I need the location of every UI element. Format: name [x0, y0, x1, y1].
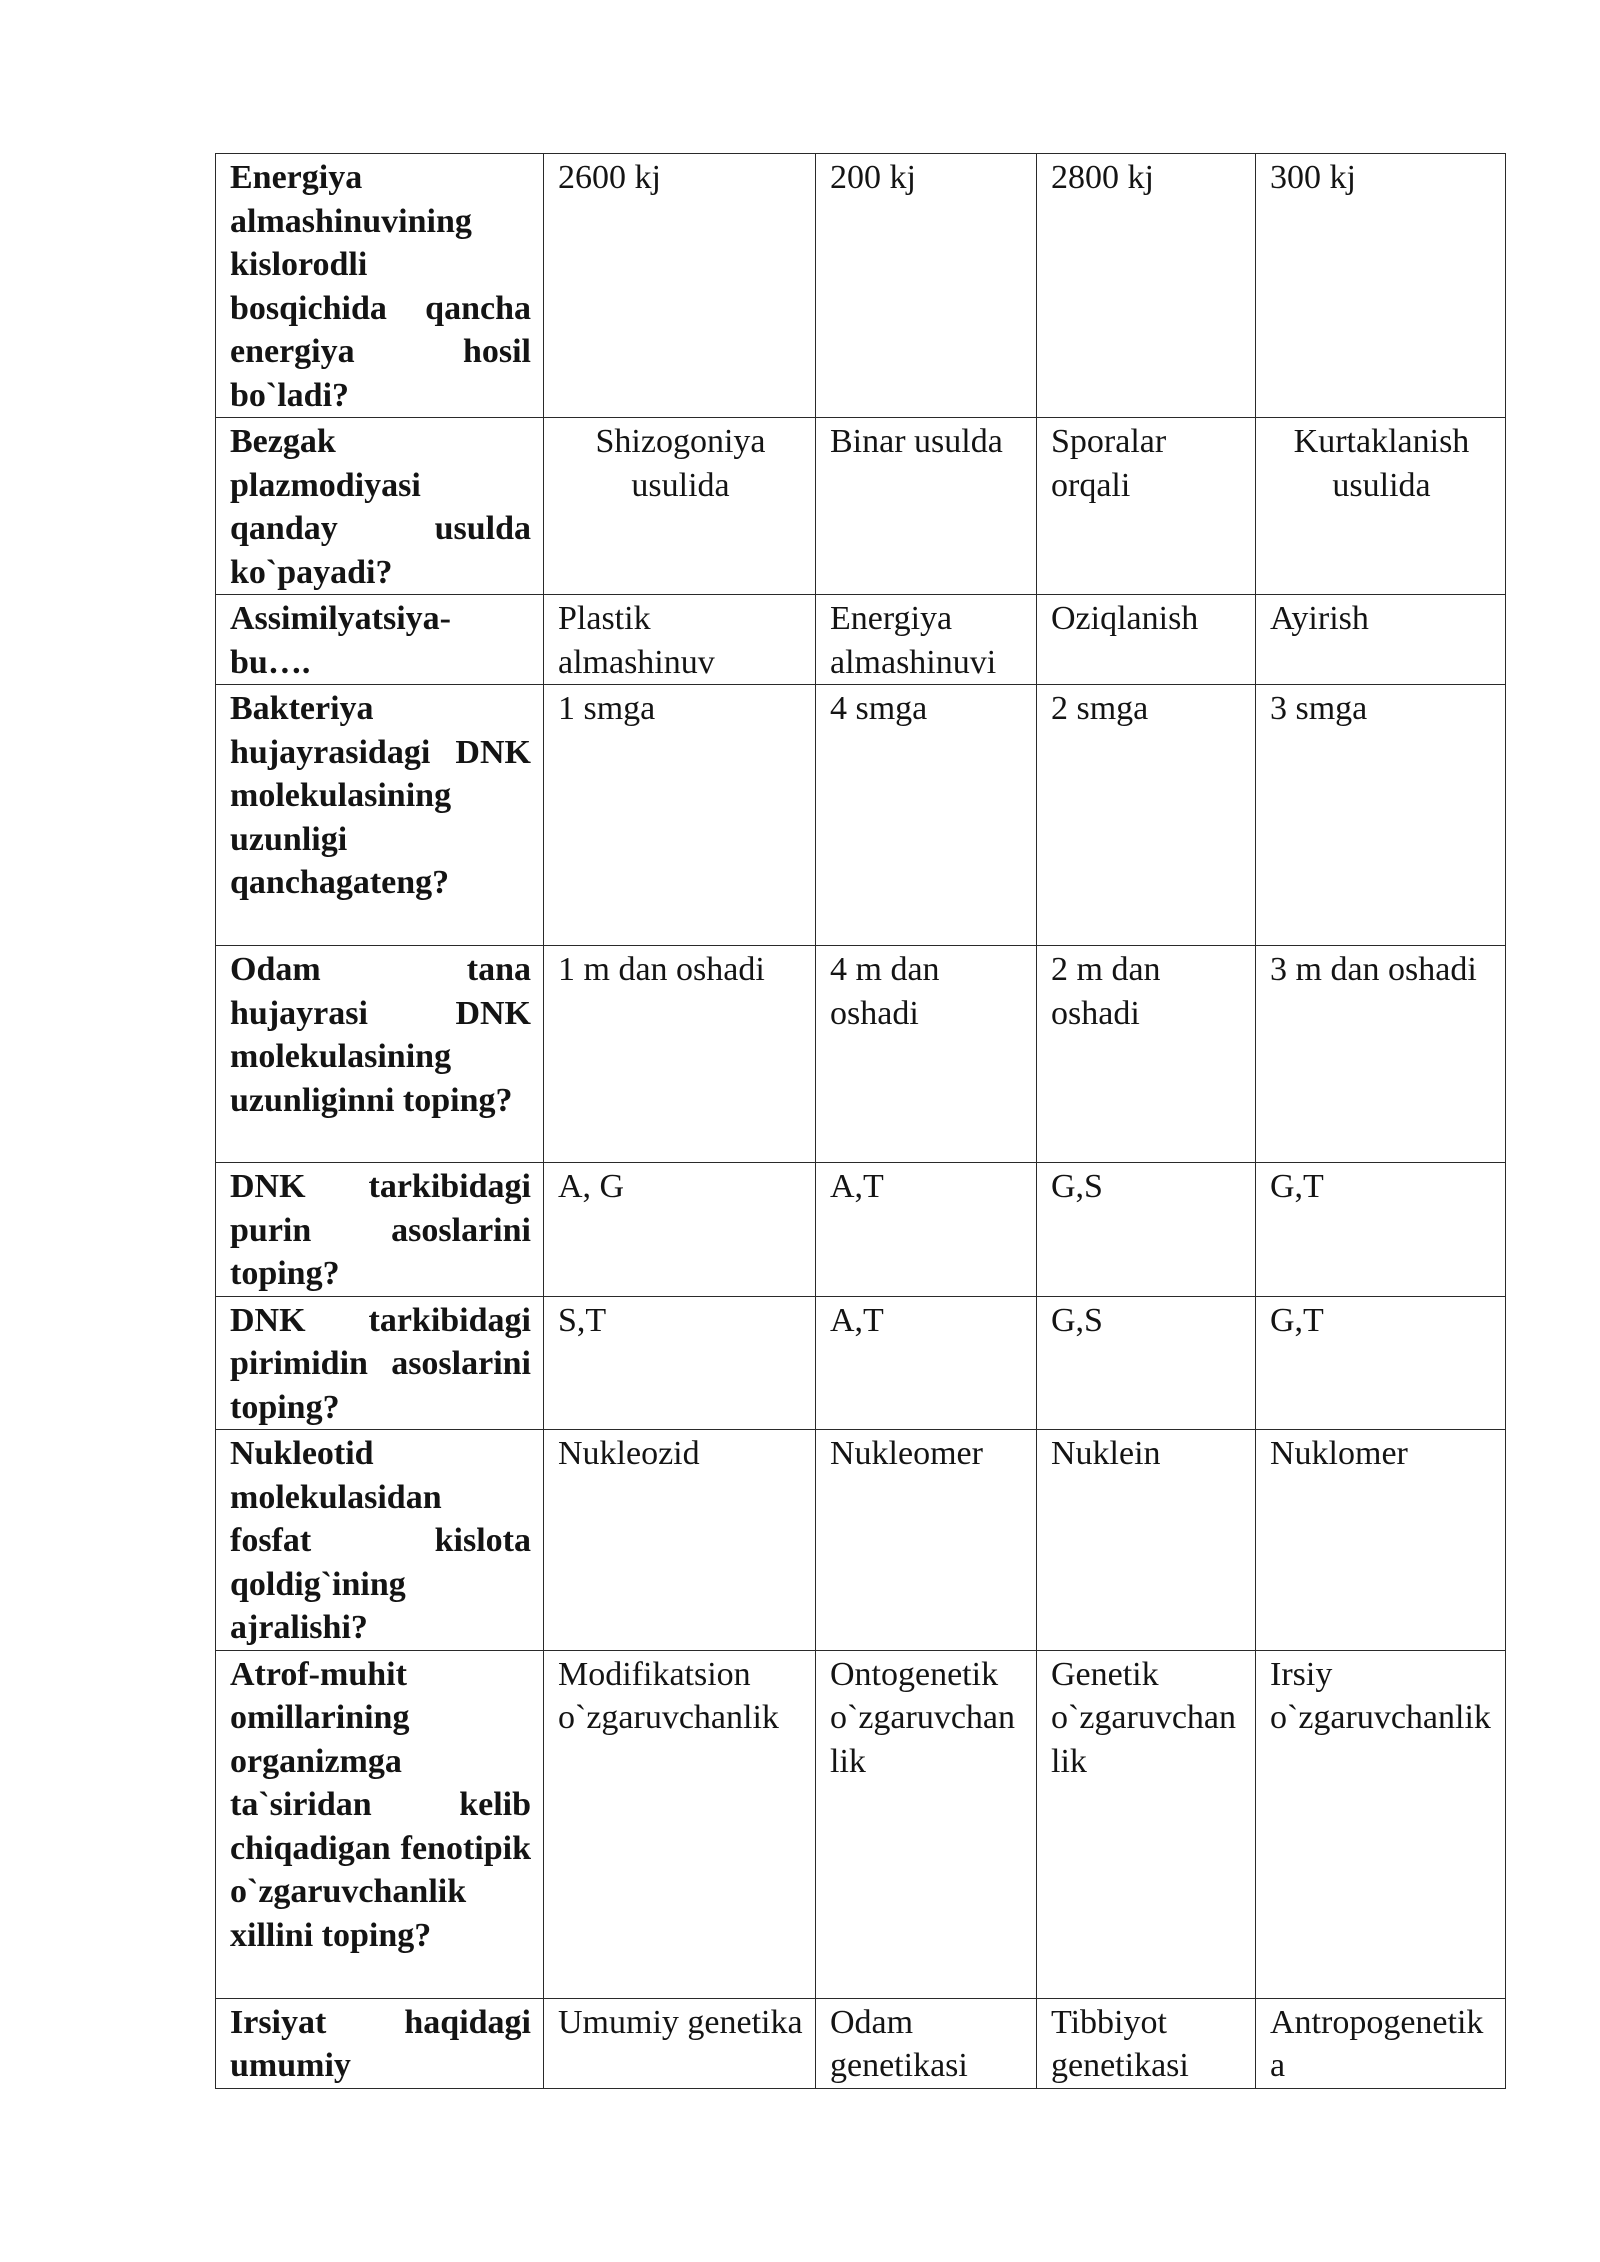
answer-cell: Ontogenetik o`zgaruvchanlik: [816, 1650, 1037, 1998]
question-cell: Irsiyat haqidagi umumiy: [216, 1998, 544, 2088]
answer-cell: 3 m dan oshadi: [1256, 946, 1506, 1163]
table-row: [216, 418, 1506, 595]
answer-cell: Binar usulda: [816, 418, 1037, 595]
answer-cell: Sporalar orqali: [1037, 418, 1256, 595]
answer-cell: 1 m dan oshadi: [544, 946, 816, 1163]
table-row: [216, 595, 1506, 685]
question-cell: Bakteriya hujayrasidagi DNK molekulasining uzunligi qanchagateng?: [216, 685, 544, 946]
table-row: [216, 1296, 1506, 1430]
answer-cell: S,T: [544, 1296, 816, 1430]
answer-cell: A, G: [544, 1163, 816, 1297]
answer-cell: 2600 kj: [544, 154, 816, 418]
answer-cell: G,S: [1037, 1296, 1256, 1430]
question-cell: Odam tana hujayrasi DNK molekulasining uzunliginni toping?: [216, 946, 544, 1163]
answer-cell: 3 smga: [1256, 685, 1506, 946]
question-cell: Bezgak plazmodiyasi qanday usulda ko`payadi?: [216, 418, 544, 595]
answer-cell: Oziqlanish: [1037, 595, 1256, 685]
answer-cell: 2800 kj: [1037, 154, 1256, 418]
question-cell: DNK tarkibidagi purin asoslarini toping?: [216, 1163, 544, 1297]
answer-cell: Genetik o`zgaruvchanlik: [1037, 1650, 1256, 1998]
answer-cell: 1 smga: [544, 685, 816, 946]
answer-cell: Nukleozid: [544, 1430, 816, 1651]
question-cell: Assimilyatsiya-bu….: [216, 595, 544, 685]
answer-cell: Antropogenetika: [1256, 1998, 1506, 2088]
answer-cell: Kurtaklanish usulida: [1256, 418, 1506, 595]
answer-cell: Modifikatsion o`zgaruvchanlik: [544, 1650, 816, 1998]
table-row: [216, 1430, 1506, 1651]
table-row: [216, 154, 1506, 418]
question-table: [215, 153, 1506, 2089]
answer-cell: Tibbiyot genetikasi: [1037, 1998, 1256, 2088]
question-cell: Energiya almashinuvining kislorodli bosqichida qancha energiya hosil bo`ladi?: [216, 154, 544, 418]
answer-cell: A,T: [816, 1163, 1037, 1297]
table-row: [216, 685, 1506, 946]
answer-cell: Odam genetikasi: [816, 1998, 1037, 2088]
table-row: [216, 1163, 1506, 1297]
answer-cell: Nuklomer: [1256, 1430, 1506, 1651]
answer-cell: 200 kj: [816, 154, 1037, 418]
answer-cell: Ayirish: [1256, 595, 1506, 685]
answer-cell: 4 smga: [816, 685, 1037, 946]
answer-cell: G,S: [1037, 1163, 1256, 1297]
question-cell: Atrof-muhit omillarining organizmga ta`siridan kelib chiqadigan fenotipik o`zgaruvchanlik xillini toping?: [216, 1650, 544, 1998]
answer-cell: Umumiy genetika: [544, 1998, 816, 2088]
answer-cell: Plastik almashinuv: [544, 595, 816, 685]
table-row: [216, 1650, 1506, 1998]
answer-cell: G,T: [1256, 1163, 1506, 1297]
answer-cell: 300 kj: [1256, 154, 1506, 418]
answer-cell: Energiya almashinuvi: [816, 595, 1037, 685]
answer-cell: Nuklein: [1037, 1430, 1256, 1651]
table-row: [216, 1998, 1506, 2088]
answer-cell: A,T: [816, 1296, 1037, 1430]
question-cell: Nukleotid molekulasidan fosfat kislota qoldig`ining ajralishi?: [216, 1430, 544, 1651]
answer-cell: 2 smga: [1037, 685, 1256, 946]
answer-cell: Shizogoniya usulida: [544, 418, 816, 595]
answer-cell: 2 m dan oshadi: [1037, 946, 1256, 1163]
answer-cell: Nukleomer: [816, 1430, 1037, 1651]
table-row: [216, 946, 1506, 1163]
answer-cell: G,T: [1256, 1296, 1506, 1430]
answer-cell: 4 m dan oshadi: [816, 946, 1037, 1163]
question-cell: DNK tarkibidagi pirimidin asoslarini toping?: [216, 1296, 544, 1430]
answer-cell: Irsiy o`zgaruvchanlik: [1256, 1650, 1506, 1998]
